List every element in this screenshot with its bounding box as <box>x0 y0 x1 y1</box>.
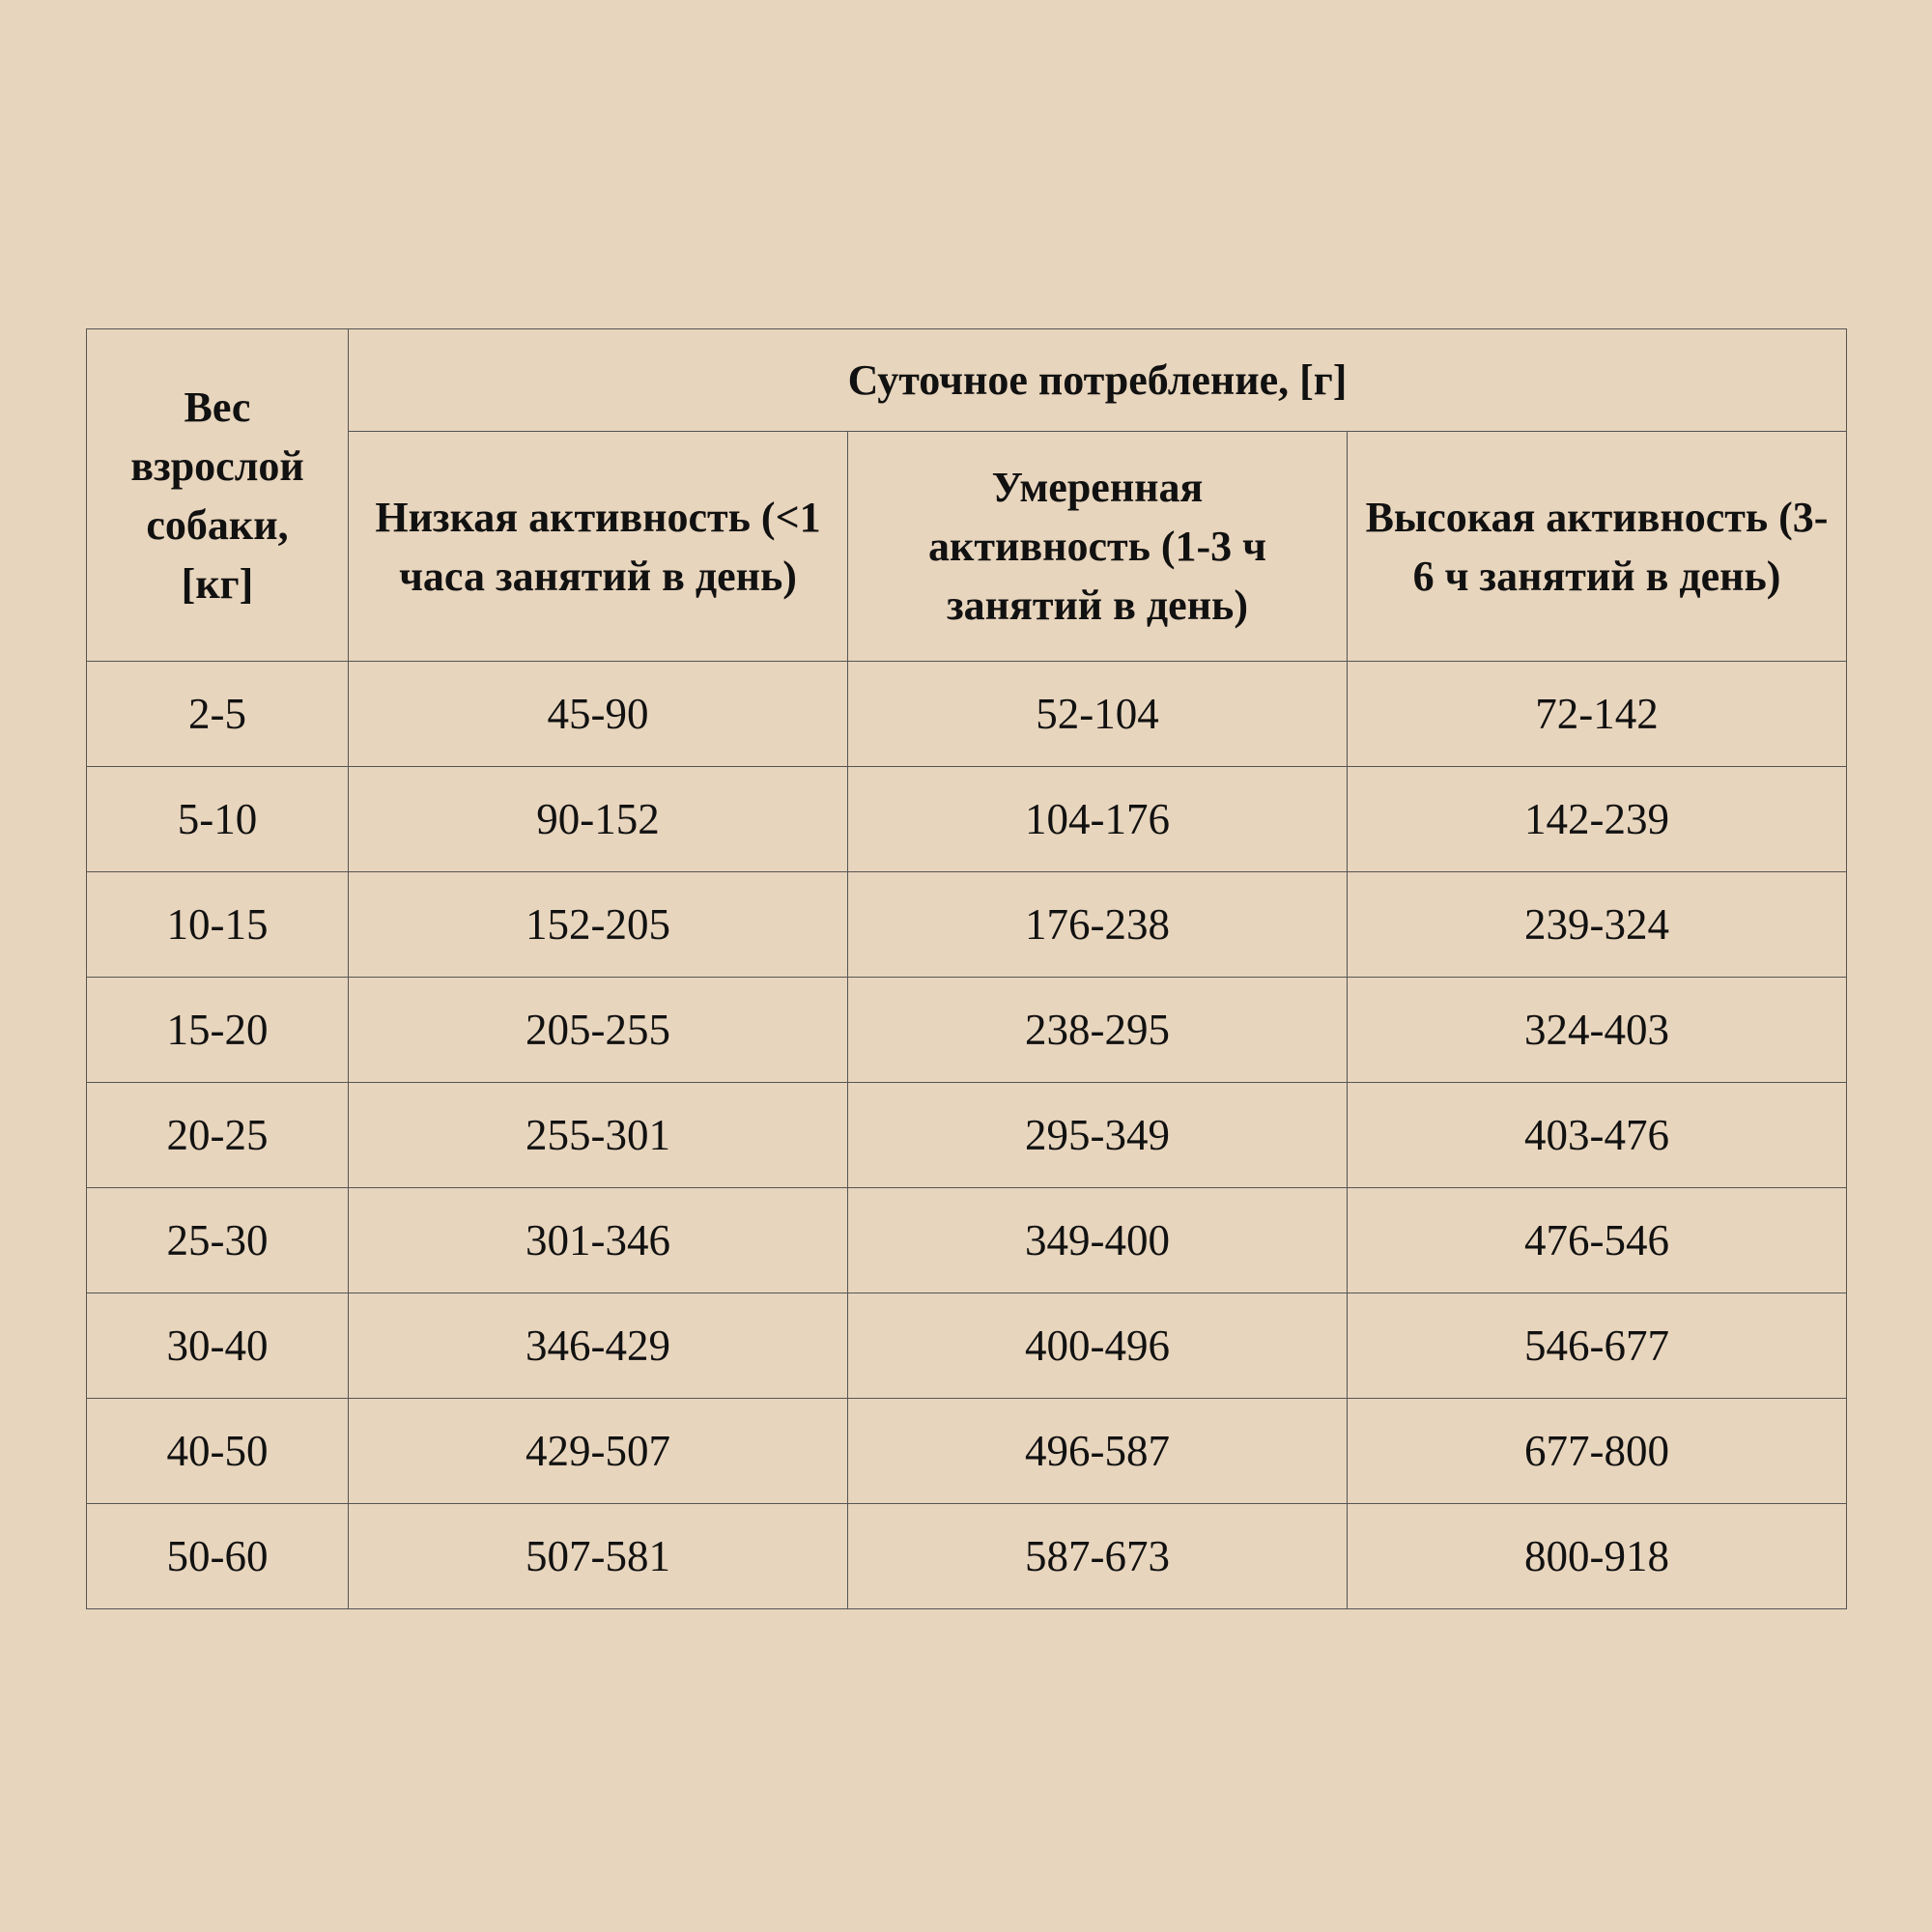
moderate-activity-cell: 587-673 <box>848 1504 1348 1609</box>
high-activity-cell: 324-403 <box>1348 978 1847 1083</box>
daily-intake-header: Суточное потребление, [г] <box>349 329 1847 432</box>
table-row <box>87 872 1847 978</box>
high-activity-header: Высокая активность (3-6 ч занятий в день) <box>1348 432 1847 662</box>
weight-cell: 40-50 <box>87 1399 349 1504</box>
low-activity-cell: 507-581 <box>349 1504 848 1609</box>
high-activity-cell: 800-918 <box>1348 1504 1847 1609</box>
table-row <box>87 1083 1847 1188</box>
moderate-activity-cell: 52-104 <box>848 662 1348 767</box>
feeding-table <box>86 328 1847 1609</box>
table-row <box>87 662 1847 767</box>
high-activity-cell: 142-239 <box>1348 767 1847 872</box>
low-activity-header: Низкая активность (<1 часа занятий в день) <box>349 432 848 662</box>
weight-cell: 50-60 <box>87 1504 349 1609</box>
high-activity-cell: 403-476 <box>1348 1083 1847 1188</box>
moderate-activity-cell: 496-587 <box>848 1399 1348 1504</box>
table-row <box>87 1293 1847 1399</box>
moderate-activity-header: Умеренная активность (1-3 ч занятий в день) <box>848 432 1348 662</box>
weight-cell: 15-20 <box>87 978 349 1083</box>
high-activity-cell: 72-142 <box>1348 662 1847 767</box>
weight-column-header: Вес взрослой собаки, [кг] <box>87 329 349 662</box>
moderate-activity-cell: 104-176 <box>848 767 1348 872</box>
moderate-activity-cell: 295-349 <box>848 1083 1348 1188</box>
weight-cell: 30-40 <box>87 1293 349 1399</box>
low-activity-cell: 255-301 <box>349 1083 848 1188</box>
table-row <box>87 767 1847 872</box>
moderate-activity-cell: 400-496 <box>848 1293 1348 1399</box>
weight-cell: 2-5 <box>87 662 349 767</box>
low-activity-cell: 90-152 <box>349 767 848 872</box>
table-row <box>87 1399 1847 1504</box>
high-activity-cell: 476-546 <box>1348 1188 1847 1293</box>
low-activity-cell: 346-429 <box>349 1293 848 1399</box>
table-body <box>87 662 1847 1609</box>
high-activity-cell: 677-800 <box>1348 1399 1847 1504</box>
weight-cell: 10-15 <box>87 872 349 978</box>
weight-cell: 20-25 <box>87 1083 349 1188</box>
low-activity-cell: 429-507 <box>349 1399 848 1504</box>
weight-cell: 5-10 <box>87 767 349 872</box>
high-activity-cell: 546-677 <box>1348 1293 1847 1399</box>
moderate-activity-cell: 176-238 <box>848 872 1348 978</box>
table-row <box>87 978 1847 1083</box>
low-activity-cell: 152-205 <box>349 872 848 978</box>
table-header-row-activity <box>87 432 1847 662</box>
table-row <box>87 1188 1847 1293</box>
moderate-activity-cell: 349-400 <box>848 1188 1348 1293</box>
low-activity-cell: 45-90 <box>349 662 848 767</box>
high-activity-cell: 239-324 <box>1348 872 1847 978</box>
weight-cell: 25-30 <box>87 1188 349 1293</box>
moderate-activity-cell: 238-295 <box>848 978 1348 1083</box>
low-activity-cell: 205-255 <box>349 978 848 1083</box>
low-activity-cell: 301-346 <box>349 1188 848 1293</box>
table-header-row-group <box>87 329 1847 432</box>
table-row <box>87 1504 1847 1609</box>
